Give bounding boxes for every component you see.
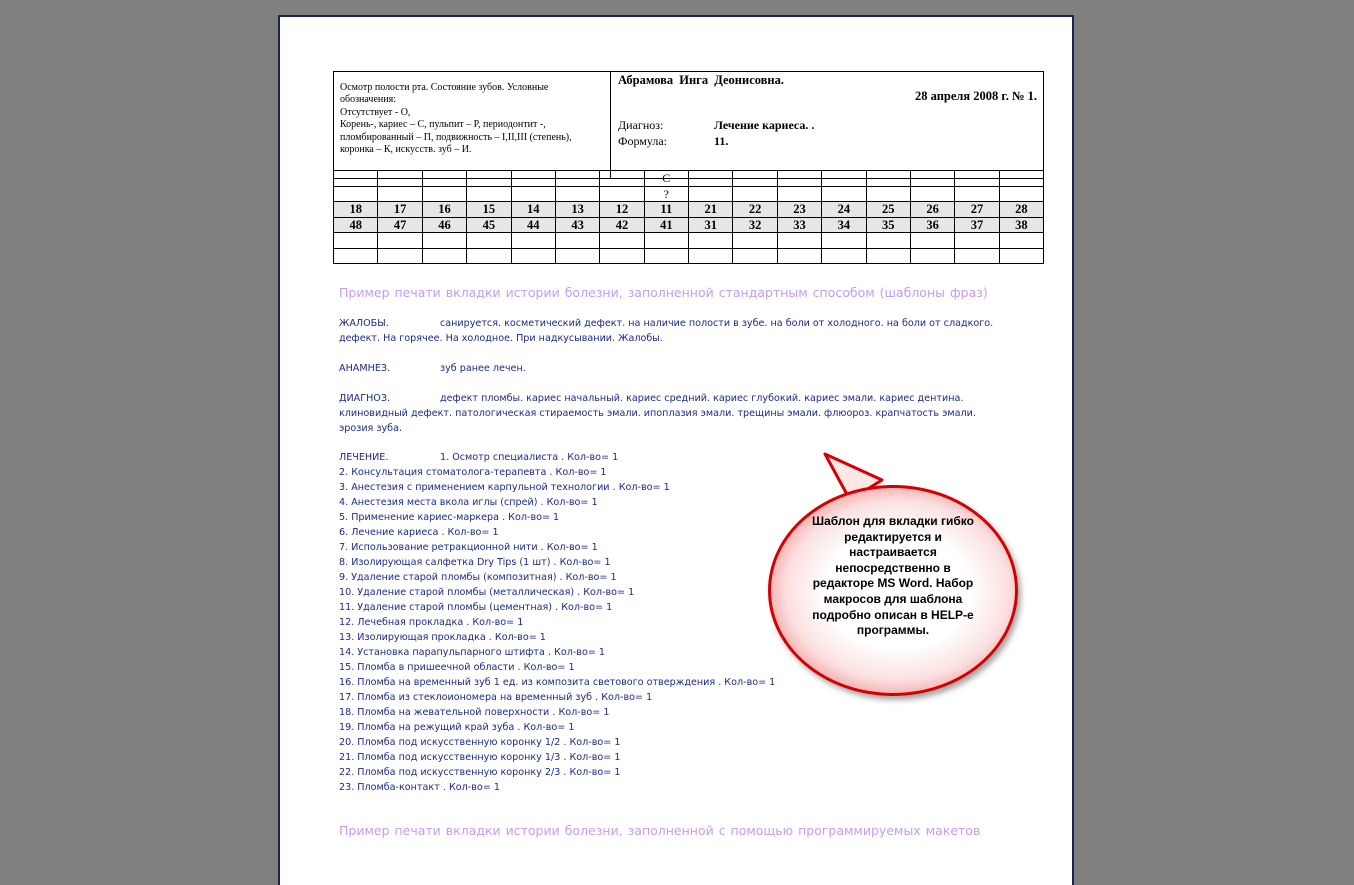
legend-line: обозначения: (340, 94, 396, 106)
document-page (278, 15, 1074, 885)
tooth-status-cell (822, 248, 866, 264)
tooth-number-cell: 33 (777, 217, 821, 233)
treatment-label: ЛЕЧЕНИЕ. (339, 452, 389, 463)
tooth-number-cell: 17 (378, 202, 422, 218)
empty-row (334, 233, 1044, 249)
tooth-status-cell (378, 233, 422, 249)
tooth-status-cell (600, 171, 644, 187)
tooth-number-cell: 43 (555, 217, 599, 233)
tooth-status-cell (378, 171, 422, 187)
tooth-number-cell: 25 (866, 202, 910, 218)
tooth-number-cell: 15 (467, 202, 511, 218)
anamnesis-section (339, 361, 1049, 376)
treatment-item: 19. Пломба на режущий край зуба . Кол-во= 1 (339, 722, 575, 733)
treatment-item: 8. Изолирующая салфетка Dry Tips (1 шт) . Кол-во= 1 (339, 557, 611, 568)
callout-line: непосредственно в (835, 560, 951, 575)
empty-row (334, 248, 1044, 264)
legend-line: Осмотр полости рта. Состояние зубов. Условные (340, 82, 549, 93)
tooth-number-cell: 21 (689, 202, 733, 218)
diagnosis-text: дефект пломбы. кариес начальный. кариес средний. кариес глубокий. кариес эмали. кариес дентина. (440, 393, 964, 404)
treatment-item: 6. Лечение кариеса . Кол-во= 1 (339, 527, 499, 538)
tooth-number-cell: 18 (334, 202, 378, 218)
tooth-status-cell (555, 248, 599, 264)
dental-formula-grid (333, 170, 1044, 264)
section-heading-standard: Пример печати вкладки истории болезни, заполненной стандартным способом (шаблоны фраз) (339, 285, 988, 300)
tooth-status-cell (733, 186, 777, 202)
tooth-status-cell (644, 233, 688, 249)
tooth-number-cell: 47 (378, 217, 422, 233)
complaints-text: санируется. косметический дефект. на наличие полости в зубе. на боли от холодного. на боли от сладкого. (440, 318, 994, 329)
callout-line: подробно описан в HELP-е (812, 607, 974, 622)
tooth-number-cell: 34 (822, 217, 866, 233)
exam-header-table (333, 71, 1044, 179)
tooth-status-cell (910, 171, 954, 187)
tooth-status-cell (555, 171, 599, 187)
tooth-status-cell (999, 186, 1043, 202)
diagnosis-section-label: ДИАГНОЗ. (339, 393, 391, 404)
tooth-status-cell (910, 248, 954, 264)
treatment-item: 10. Удаление старой пломбы (металлическая) . Кол-во= 1 (339, 587, 635, 598)
treatment-item: 18. Пломба на жевательной поверхности . Кол-во= 1 (339, 707, 610, 718)
tooth-number-cell: 16 (422, 202, 466, 218)
tooth-status-cell (467, 171, 511, 187)
tooth-status-cell (644, 248, 688, 264)
tooth-status-cell (866, 248, 910, 264)
tooth-status-cell (422, 186, 466, 202)
callout-line: программы. (856, 623, 930, 638)
lower-teeth-row (334, 217, 1044, 233)
treatment-item: 20. Пломба под искусственную коронку 1/2 . Кол-во= 1 (339, 737, 621, 748)
callout-line: макросов для шаблона (823, 591, 963, 606)
treatment-item: 3. Анестезия с применением карпульной технологии . Кол-во= 1 (339, 482, 670, 493)
tooth-number-cell: 27 (955, 202, 999, 218)
tooth-status-cell (866, 186, 910, 202)
tooth-number-cell: 32 (733, 217, 777, 233)
tooth-status-cell (334, 233, 378, 249)
anamnesis-text: зуб ранее лечен. (440, 363, 526, 374)
tooth-status-cell (910, 186, 954, 202)
tooth-status-cell (600, 233, 644, 249)
tooth-number-cell: 45 (467, 217, 511, 233)
tooth-status-cell (334, 248, 378, 264)
tooth-status-cell: ? (644, 186, 688, 202)
treatment-item: 4. Анестезия места вкола иглы (спрей) . Кол-во= 1 (339, 497, 598, 508)
tooth-number-cell: 46 (422, 217, 466, 233)
tooth-status-cell (822, 233, 866, 249)
tooth-number-cell: 41 (644, 217, 688, 233)
callout-line: редакторе MS Word. Набор (812, 576, 974, 591)
treatment-item: 16. Пломба на временный зуб 1 ед. из композита светового отверждения . Кол-во= 1 (339, 677, 776, 688)
tooth-number-cell: 28 (999, 202, 1043, 218)
tooth-number-cell: 38 (999, 217, 1043, 233)
tooth-status-cell (689, 233, 733, 249)
tooth-status-cell (467, 233, 511, 249)
tooth-number-cell: 37 (955, 217, 999, 233)
status-row (334, 171, 1044, 187)
tooth-status-cell (777, 248, 821, 264)
mobility-row (334, 186, 1044, 202)
tooth-status-cell (555, 233, 599, 249)
formula-value: 11. (714, 134, 729, 148)
tooth-number-cell: 13 (555, 202, 599, 218)
treatment-item: 17. Пломба из стеклоиономера на временный зуб . Кол-во= 1 (339, 692, 653, 703)
diagnosis-text: эрозия зуба. (339, 423, 403, 434)
tooth-number-cell: 11 (644, 202, 688, 218)
tooth-status-cell (955, 233, 999, 249)
tooth-status-cell (600, 186, 644, 202)
patient-info-cell (611, 72, 1044, 179)
treatment-item: 15. Пломба в пришеечной области . Кол-во= 1 (339, 662, 575, 673)
tooth-number-cell: 23 (777, 202, 821, 218)
callout-line: редактируется и (844, 529, 942, 544)
tooth-status-cell (689, 186, 733, 202)
tooth-status-cell (689, 171, 733, 187)
tooth-status-cell (822, 171, 866, 187)
legend-line: Отсутствует - О, (340, 106, 411, 118)
tooth-number-cell: 48 (334, 217, 378, 233)
tooth-status-cell (555, 186, 599, 202)
tooth-status-cell (467, 248, 511, 264)
tooth-status-cell (955, 248, 999, 264)
complaints-text: дефект. На горячее. На холодное. При надкусывании. Жалобы. (339, 333, 663, 344)
callout-line: Шаблон для вкладки гибко (812, 514, 974, 528)
anamnesis-label: АНАМНЕЗ. (339, 363, 391, 374)
diagnosis-label: Диагноз: (618, 118, 664, 132)
tooth-status-cell (910, 233, 954, 249)
tooth-status-cell (777, 171, 821, 187)
treatment-item: 11. Удаление старой пломбы (цементная) . Кол-во= 1 (339, 602, 613, 613)
tooth-status-cell (467, 186, 511, 202)
treatment-item: 22. Пломба под искусственную коронку 2/3 . Кол-во= 1 (339, 767, 621, 778)
diagnosis-text: клиновидный дефект. патологическая стираемость эмали. ипоплазия эмали. трещины эмали. флюороз. крапчатость эмали. (339, 408, 976, 419)
tooth-number-cell: 12 (600, 202, 644, 218)
treatment-item: 1. Осмотр специалиста . Кол-во= 1 (440, 452, 619, 463)
patient-name: Абрамова Инга Деонисовна. (618, 73, 785, 87)
treatment-item: 13. Изолирующая прокладка . Кол-во= 1 (339, 632, 546, 643)
tooth-number-cell: 26 (910, 202, 954, 218)
tooth-number-cell: 14 (511, 202, 555, 218)
diagnosis-value: Лечение кариеса. . (714, 118, 815, 132)
legend-line: пломбированный – П, подвижность – I,II,III (степень), (340, 131, 572, 143)
treatment-item: 5. Применение кариес-маркера . Кол-во= 1 (339, 512, 560, 523)
treatment-item: 23. Пломба-контакт . Кол-во= 1 (339, 782, 500, 793)
tooth-status-cell (689, 248, 733, 264)
complaints-label: ЖАЛОБЫ. (339, 318, 389, 329)
tooth-status-cell (733, 171, 777, 187)
legend-cell (334, 72, 611, 179)
treatment-item: 12. Лечебная прокладка . Кол-во= 1 (339, 617, 524, 628)
tooth-status-cell (378, 248, 422, 264)
tooth-status-cell (866, 233, 910, 249)
formula-label: Формула: (618, 134, 668, 148)
legend-line: Корень-, кариес – С, пульпит – Р, периодонтит -, (340, 119, 546, 131)
diagnosis-section (339, 391, 1049, 436)
tooth-number-cell: 36 (910, 217, 954, 233)
tooth-number-cell: 31 (689, 217, 733, 233)
tooth-status-cell (955, 186, 999, 202)
upper-teeth-row (334, 202, 1044, 218)
treatment-item: 9. Удаление старой пломбы (композитная) . Кол-во= 1 (339, 572, 617, 583)
treatment-item: 7. Использование ретракционной нити . Кол-во= 1 (339, 542, 598, 553)
tooth-number-cell: 35 (866, 217, 910, 233)
legend-line: коронка – К, искусств. зуб – И. (340, 144, 472, 156)
tooth-status-cell (955, 171, 999, 187)
tooth-status-cell (777, 233, 821, 249)
treatment-item: 14. Установка парапульпарного штифта . Кол-во= 1 (339, 647, 606, 658)
tooth-status-cell (334, 171, 378, 187)
tooth-status-cell (334, 186, 378, 202)
tooth-status-cell (422, 233, 466, 249)
tooth-status-cell (999, 233, 1043, 249)
tooth-number-cell: 42 (600, 217, 644, 233)
tooth-status-cell (511, 186, 555, 202)
tooth-status-cell (600, 248, 644, 264)
tooth-status-cell (999, 248, 1043, 264)
treatment-item: 21. Пломба под искусственную коронку 1/3 . Кол-во= 1 (339, 752, 621, 763)
tooth-status-cell (777, 186, 821, 202)
treatment-item: 2. Консультация стоматолога-терапевта . Кол-во= 1 (339, 467, 607, 478)
tooth-status-cell (511, 248, 555, 264)
section-heading-macros: Пример печати вкладки истории болезни, заполненной с помощью программируемых макетов (339, 823, 981, 838)
tooth-number-cell: 44 (511, 217, 555, 233)
callout-text (790, 514, 996, 639)
tooth-status-cell (378, 186, 422, 202)
tooth-status-cell (422, 248, 466, 264)
tooth-status-cell (511, 171, 555, 187)
callout-line: настраивается (849, 545, 937, 560)
tooth-number-cell: 22 (733, 202, 777, 218)
complaints-section (339, 316, 1049, 346)
tooth-status-cell: С (644, 171, 688, 187)
tooth-status-cell (422, 171, 466, 187)
tooth-status-cell (999, 171, 1043, 187)
tooth-status-cell (866, 171, 910, 187)
exam-date: 28 апреля 2008 г. № 1. (914, 89, 1037, 103)
tooth-number-cell: 24 (822, 202, 866, 218)
tooth-status-cell (733, 248, 777, 264)
tooth-status-cell (733, 233, 777, 249)
tooth-status-cell (822, 186, 866, 202)
tooth-status-cell (511, 233, 555, 249)
